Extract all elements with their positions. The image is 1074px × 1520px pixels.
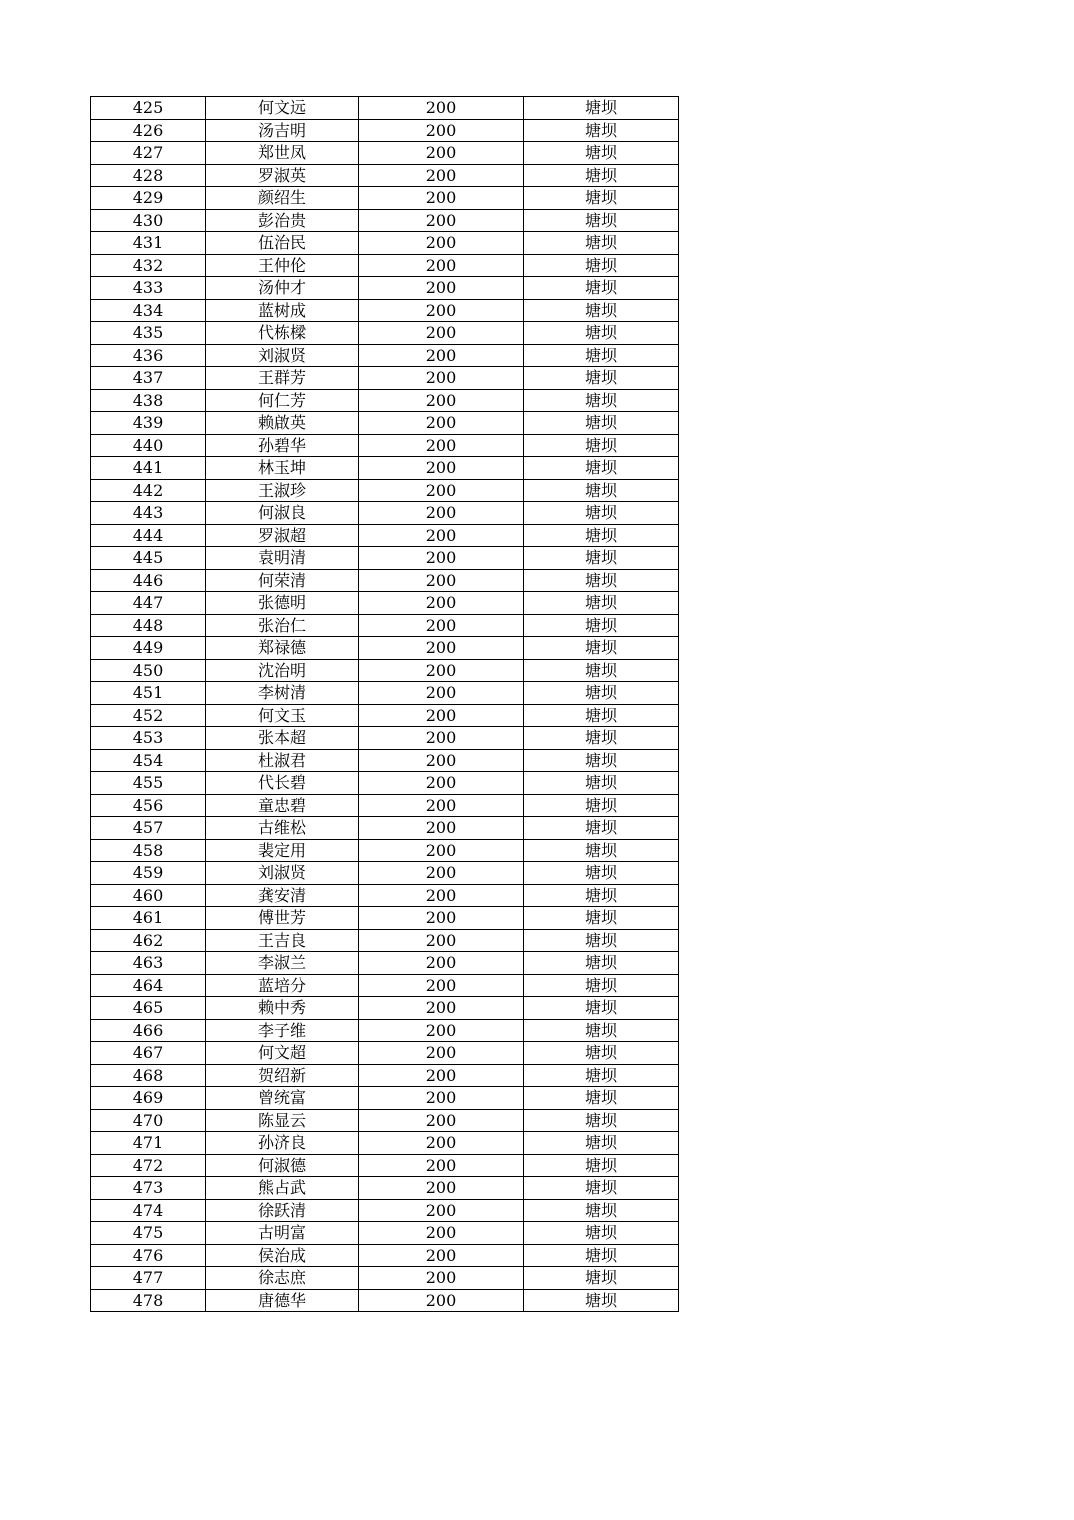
row-number-cell: 472 [91, 1154, 206, 1177]
row-number-cell: 440 [91, 434, 206, 457]
row-number-cell: 442 [91, 479, 206, 502]
amount-cell: 200 [359, 1177, 524, 1200]
name-cell: 颜绍生 [206, 187, 359, 210]
amount-cell: 200 [359, 367, 524, 390]
row-number-cell: 476 [91, 1244, 206, 1267]
amount-cell: 200 [359, 1109, 524, 1132]
place-cell: 塘坝 [524, 1109, 679, 1132]
name-cell: 何仁芳 [206, 389, 359, 412]
name-cell: 刘淑贤 [206, 344, 359, 367]
row-number-cell: 451 [91, 682, 206, 705]
table-row [91, 659, 679, 682]
table-row [91, 1087, 679, 1110]
name-cell: 何荣清 [206, 569, 359, 592]
name-cell: 郑禄德 [206, 637, 359, 660]
name-cell: 彭治贵 [206, 209, 359, 232]
amount-cell: 200 [359, 434, 524, 457]
amount-cell: 200 [359, 547, 524, 570]
place-cell: 塘坝 [524, 367, 679, 390]
name-cell: 唐德华 [206, 1289, 359, 1312]
amount-cell: 200 [359, 817, 524, 840]
row-number-cell: 466 [91, 1019, 206, 1042]
row-number-cell: 463 [91, 952, 206, 975]
amount-cell: 200 [359, 569, 524, 592]
name-cell: 郑世凤 [206, 142, 359, 165]
name-cell: 杜淑君 [206, 749, 359, 772]
name-cell: 袁明清 [206, 547, 359, 570]
place-cell: 塘坝 [524, 907, 679, 930]
amount-cell: 200 [359, 119, 524, 142]
name-cell: 何淑良 [206, 502, 359, 525]
name-cell: 李淑兰 [206, 952, 359, 975]
row-number-cell: 457 [91, 817, 206, 840]
row-number-cell: 427 [91, 142, 206, 165]
row-number-cell: 465 [91, 997, 206, 1020]
table-row [91, 884, 679, 907]
amount-cell: 200 [359, 97, 524, 120]
row-number-cell: 473 [91, 1177, 206, 1200]
row-number-cell: 475 [91, 1222, 206, 1245]
row-number-cell: 437 [91, 367, 206, 390]
amount-cell: 200 [359, 1222, 524, 1245]
place-cell: 塘坝 [524, 772, 679, 795]
name-cell: 童忠碧 [206, 794, 359, 817]
table-row [91, 502, 679, 525]
name-cell: 何淑德 [206, 1154, 359, 1177]
place-cell: 塘坝 [524, 659, 679, 682]
place-cell: 塘坝 [524, 524, 679, 547]
table-row [91, 862, 679, 885]
row-number-cell: 452 [91, 704, 206, 727]
name-cell: 张治仁 [206, 614, 359, 637]
name-cell: 古明富 [206, 1222, 359, 1245]
row-number-cell: 428 [91, 164, 206, 187]
place-cell: 塘坝 [524, 1132, 679, 1155]
row-number-cell: 441 [91, 457, 206, 480]
place-cell: 塘坝 [524, 974, 679, 997]
amount-cell: 200 [359, 457, 524, 480]
table-row [91, 614, 679, 637]
name-cell: 罗淑英 [206, 164, 359, 187]
table-row [91, 299, 679, 322]
place-cell: 塘坝 [524, 862, 679, 885]
name-cell: 代栋樑 [206, 322, 359, 345]
amount-cell: 200 [359, 1019, 524, 1042]
amount-cell: 200 [359, 614, 524, 637]
amount-cell: 200 [359, 682, 524, 705]
place-cell: 塘坝 [524, 1199, 679, 1222]
table-row [91, 1177, 679, 1200]
place-cell: 塘坝 [524, 997, 679, 1020]
table-row [91, 929, 679, 952]
amount-cell: 200 [359, 209, 524, 232]
row-number-cell: 454 [91, 749, 206, 772]
table-row [91, 434, 679, 457]
row-number-cell: 434 [91, 299, 206, 322]
amount-cell: 200 [359, 772, 524, 795]
table-row [91, 1042, 679, 1065]
row-number-cell: 426 [91, 119, 206, 142]
table-row [91, 817, 679, 840]
place-cell: 塘坝 [524, 727, 679, 750]
amount-cell: 200 [359, 704, 524, 727]
table-row [91, 412, 679, 435]
name-cell: 贺绍新 [206, 1064, 359, 1087]
table-row [91, 479, 679, 502]
place-cell: 塘坝 [524, 1154, 679, 1177]
row-number-cell: 445 [91, 547, 206, 570]
table-row [91, 142, 679, 165]
table-row [91, 1199, 679, 1222]
name-cell: 孙济良 [206, 1132, 359, 1155]
name-cell: 何文远 [206, 97, 359, 120]
amount-cell: 200 [359, 637, 524, 660]
amount-cell: 200 [359, 839, 524, 862]
row-number-cell: 462 [91, 929, 206, 952]
place-cell: 塘坝 [524, 614, 679, 637]
amount-cell: 200 [359, 1132, 524, 1155]
row-number-cell: 464 [91, 974, 206, 997]
row-number-cell: 460 [91, 884, 206, 907]
place-cell: 塘坝 [524, 277, 679, 300]
row-number-cell: 474 [91, 1199, 206, 1222]
row-number-cell: 432 [91, 254, 206, 277]
table-row [91, 704, 679, 727]
place-cell: 塘坝 [524, 1222, 679, 1245]
table-row [91, 1267, 679, 1290]
place-cell: 塘坝 [524, 1042, 679, 1065]
row-number-cell: 438 [91, 389, 206, 412]
table-row [91, 839, 679, 862]
amount-cell: 200 [359, 1154, 524, 1177]
name-cell: 徐跃清 [206, 1199, 359, 1222]
row-number-cell: 425 [91, 97, 206, 120]
amount-cell: 200 [359, 997, 524, 1020]
row-number-cell: 433 [91, 277, 206, 300]
place-cell: 塘坝 [524, 344, 679, 367]
place-cell: 塘坝 [524, 1019, 679, 1042]
place-cell: 塘坝 [524, 1087, 679, 1110]
table-row [91, 457, 679, 480]
amount-cell: 200 [359, 659, 524, 682]
name-cell: 何文超 [206, 1042, 359, 1065]
table-row [91, 119, 679, 142]
name-cell: 曾统富 [206, 1087, 359, 1110]
table-row [91, 277, 679, 300]
amount-cell: 200 [359, 344, 524, 367]
amount-cell: 200 [359, 142, 524, 165]
name-cell: 孙碧华 [206, 434, 359, 457]
row-number-cell: 456 [91, 794, 206, 817]
table-row [91, 1109, 679, 1132]
place-cell: 塘坝 [524, 929, 679, 952]
amount-cell: 200 [359, 502, 524, 525]
table-row [91, 164, 679, 187]
table-row [91, 727, 679, 750]
name-cell: 蓝树成 [206, 299, 359, 322]
amount-cell: 200 [359, 907, 524, 930]
row-number-cell: 430 [91, 209, 206, 232]
place-cell: 塘坝 [524, 1177, 679, 1200]
place-cell: 塘坝 [524, 142, 679, 165]
amount-cell: 200 [359, 1289, 524, 1312]
place-cell: 塘坝 [524, 749, 679, 772]
amount-cell: 200 [359, 389, 524, 412]
row-number-cell: 470 [91, 1109, 206, 1132]
place-cell: 塘坝 [524, 1064, 679, 1087]
name-cell: 熊占武 [206, 1177, 359, 1200]
place-cell: 塘坝 [524, 704, 679, 727]
table-row [91, 367, 679, 390]
place-cell: 塘坝 [524, 1244, 679, 1267]
place-cell: 塘坝 [524, 1267, 679, 1290]
table-row [91, 569, 679, 592]
name-cell: 裴定用 [206, 839, 359, 862]
amount-cell: 200 [359, 952, 524, 975]
place-cell: 塘坝 [524, 682, 679, 705]
table-row [91, 209, 679, 232]
table-row [91, 1244, 679, 1267]
place-cell: 塘坝 [524, 434, 679, 457]
name-cell: 陈显云 [206, 1109, 359, 1132]
row-number-cell: 468 [91, 1064, 206, 1087]
name-cell: 代长碧 [206, 772, 359, 795]
table-row [91, 1064, 679, 1087]
table-row [91, 524, 679, 547]
table-row [91, 1154, 679, 1177]
table-row [91, 772, 679, 795]
place-cell: 塘坝 [524, 209, 679, 232]
table-row [91, 997, 679, 1020]
amount-cell: 200 [359, 412, 524, 435]
place-cell: 塘坝 [524, 502, 679, 525]
table-row [91, 907, 679, 930]
place-cell: 塘坝 [524, 187, 679, 210]
name-cell: 赖中秀 [206, 997, 359, 1020]
amount-cell: 200 [359, 232, 524, 255]
amount-cell: 200 [359, 592, 524, 615]
place-cell: 塘坝 [524, 254, 679, 277]
place-cell: 塘坝 [524, 389, 679, 412]
place-cell: 塘坝 [524, 592, 679, 615]
table-row [91, 254, 679, 277]
amount-cell: 200 [359, 1042, 524, 1065]
place-cell: 塘坝 [524, 412, 679, 435]
table-row [91, 232, 679, 255]
table-body [91, 97, 679, 1312]
place-cell: 塘坝 [524, 547, 679, 570]
name-cell: 何文玉 [206, 704, 359, 727]
row-number-cell: 469 [91, 1087, 206, 1110]
place-cell: 塘坝 [524, 952, 679, 975]
table-row [91, 637, 679, 660]
row-number-cell: 477 [91, 1267, 206, 1290]
row-number-cell: 446 [91, 569, 206, 592]
name-cell: 蓝培分 [206, 974, 359, 997]
place-cell: 塘坝 [524, 479, 679, 502]
name-cell: 罗淑超 [206, 524, 359, 547]
name-cell: 王群芳 [206, 367, 359, 390]
amount-cell: 200 [359, 1244, 524, 1267]
amount-cell: 200 [359, 1199, 524, 1222]
table-row [91, 187, 679, 210]
place-cell: 塘坝 [524, 119, 679, 142]
name-cell: 张本超 [206, 727, 359, 750]
name-cell: 傅世芳 [206, 907, 359, 930]
amount-cell: 200 [359, 254, 524, 277]
place-cell: 塘坝 [524, 164, 679, 187]
table-row [91, 592, 679, 615]
amount-cell: 200 [359, 884, 524, 907]
row-number-cell: 453 [91, 727, 206, 750]
table-row [91, 389, 679, 412]
name-cell: 徐志庶 [206, 1267, 359, 1290]
name-cell: 侯治成 [206, 1244, 359, 1267]
name-cell: 汤仲才 [206, 277, 359, 300]
row-number-cell: 459 [91, 862, 206, 885]
data-table [90, 96, 679, 1312]
name-cell: 张德明 [206, 592, 359, 615]
row-number-cell: 431 [91, 232, 206, 255]
row-number-cell: 448 [91, 614, 206, 637]
name-cell: 林玉坤 [206, 457, 359, 480]
amount-cell: 200 [359, 974, 524, 997]
name-cell: 王吉良 [206, 929, 359, 952]
amount-cell: 200 [359, 862, 524, 885]
amount-cell: 200 [359, 277, 524, 300]
place-cell: 塘坝 [524, 322, 679, 345]
place-cell: 塘坝 [524, 839, 679, 862]
table-row [91, 97, 679, 120]
place-cell: 塘坝 [524, 1289, 679, 1312]
table-row [91, 547, 679, 570]
place-cell: 塘坝 [524, 794, 679, 817]
table-row [91, 1289, 679, 1312]
table-row [91, 1132, 679, 1155]
place-cell: 塘坝 [524, 299, 679, 322]
amount-cell: 200 [359, 524, 524, 547]
amount-cell: 200 [359, 794, 524, 817]
name-cell: 王仲伦 [206, 254, 359, 277]
row-number-cell: 436 [91, 344, 206, 367]
name-cell: 李树清 [206, 682, 359, 705]
row-number-cell: 444 [91, 524, 206, 547]
amount-cell: 200 [359, 1267, 524, 1290]
place-cell: 塘坝 [524, 637, 679, 660]
table-row [91, 794, 679, 817]
amount-cell: 200 [359, 929, 524, 952]
amount-cell: 200 [359, 164, 524, 187]
row-number-cell: 478 [91, 1289, 206, 1312]
table-row [91, 322, 679, 345]
table-row [91, 682, 679, 705]
table-row [91, 1222, 679, 1245]
name-cell: 古维松 [206, 817, 359, 840]
name-cell: 王淑珍 [206, 479, 359, 502]
amount-cell: 200 [359, 299, 524, 322]
amount-cell: 200 [359, 727, 524, 750]
amount-cell: 200 [359, 479, 524, 502]
row-number-cell: 429 [91, 187, 206, 210]
name-cell: 伍治民 [206, 232, 359, 255]
name-cell: 龚安清 [206, 884, 359, 907]
row-number-cell: 458 [91, 839, 206, 862]
row-number-cell: 435 [91, 322, 206, 345]
amount-cell: 200 [359, 322, 524, 345]
table-row [91, 952, 679, 975]
row-number-cell: 455 [91, 772, 206, 795]
row-number-cell: 449 [91, 637, 206, 660]
row-number-cell: 471 [91, 1132, 206, 1155]
amount-cell: 200 [359, 187, 524, 210]
amount-cell: 200 [359, 1064, 524, 1087]
table-row [91, 749, 679, 772]
row-number-cell: 461 [91, 907, 206, 930]
row-number-cell: 443 [91, 502, 206, 525]
row-number-cell: 467 [91, 1042, 206, 1065]
name-cell: 李子维 [206, 1019, 359, 1042]
place-cell: 塘坝 [524, 569, 679, 592]
name-cell: 刘淑贤 [206, 862, 359, 885]
place-cell: 塘坝 [524, 97, 679, 120]
row-number-cell: 439 [91, 412, 206, 435]
row-number-cell: 450 [91, 659, 206, 682]
place-cell: 塘坝 [524, 232, 679, 255]
row-number-cell: 447 [91, 592, 206, 615]
table-row [91, 974, 679, 997]
name-cell: 沈治明 [206, 659, 359, 682]
place-cell: 塘坝 [524, 884, 679, 907]
table-row [91, 344, 679, 367]
name-cell: 赖啟英 [206, 412, 359, 435]
amount-cell: 200 [359, 749, 524, 772]
amount-cell: 200 [359, 1087, 524, 1110]
place-cell: 塘坝 [524, 817, 679, 840]
table-row [91, 1019, 679, 1042]
name-cell: 汤吉明 [206, 119, 359, 142]
place-cell: 塘坝 [524, 457, 679, 480]
